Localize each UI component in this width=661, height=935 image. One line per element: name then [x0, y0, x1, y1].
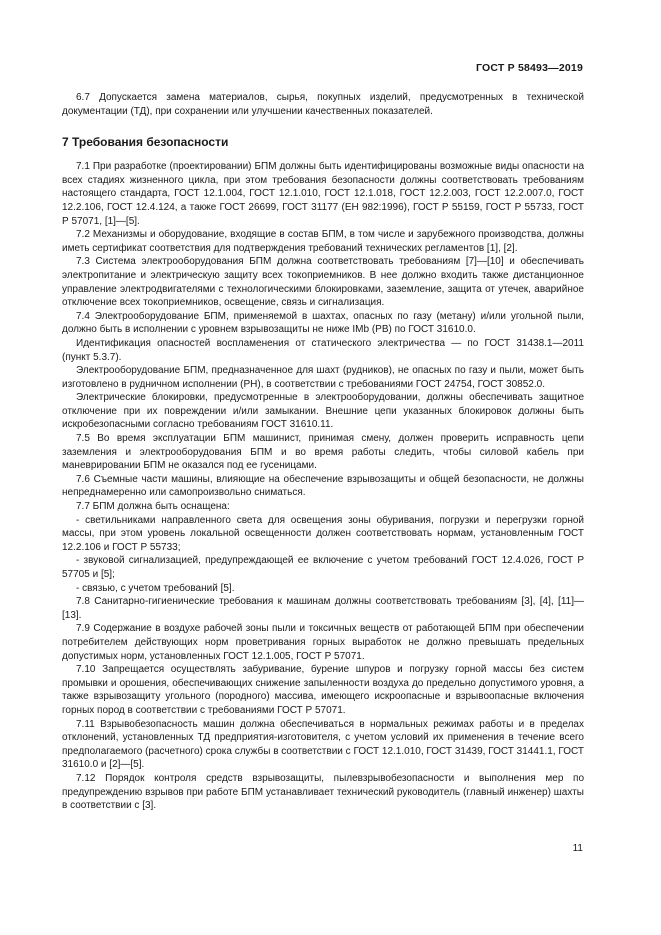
paragraph-7-4-mine: Электрооборудование БПМ, предназначенное для шахт (рудников), не опасных по газу и пыли, может быть изготовлено в рудничном исполнении (РН), в соответствии с требованиями ГОСТ 24754, ГОСТ 30852.0. — [62, 365, 584, 390]
document-body — [62, 91, 584, 813]
paragraph-7-9: 7.9 Содержание в воздухе рабочей зоны пыли и токсичных веществ от работающей БПМ при обеспечении потребителем действующих норм проветривания горных выработок не должно превышать предельных допустимых норм, установленных ГОСТ 12.1.005, ГОСТ Р 57071. — [62, 623, 584, 662]
paragraph-7-4: 7.4 Электрооборудование БПМ, применяемой в шахтах, опасных по газу (метану) и/или угольной пыли, должно быть в исполнении с уровнем взрывозащиты не ниже IMb (PB) по ГОСТ 31610.0. — [62, 310, 584, 336]
paragraph-7-8: 7.8 Санитарно-гигиенические требования к машинам должны соответствовать требованиям [3], [4], [11]—[13]. — [62, 596, 584, 621]
paragraph-7-12: 7.12 Порядок контроля средств взрывозащиты, пылевзрывобезопасности и выполнения мер по предупреждению взрывов при работе БПМ устанавливает технический руководитель (главный инженер) шахты в соответствии с [3]. — [62, 772, 584, 812]
paragraph-7-7: 7.7 БПМ должна быть оснащена: — [76, 501, 230, 513]
standard-header: ГОСТ Р 58493—2019 — [475, 62, 583, 74]
paragraph-6-7: 6.7 Допускается замена материалов, сырья, покупных изделий, предусмотренных в технической документации (ТД), при сохранении или улучшении качественных показателей. — [62, 92, 584, 117]
section-title: 7 Требования безопасности — [62, 135, 229, 150]
paragraph-7-11: 7.11 Взрывобезопасность машин должна обеспечиваться в нормальных режимах работы и в пределах отклонений, установленных ТД предприятия-изготовителя, с учетом условий их применения в течение всего предполагаемого (расчетного) срока службы в соответствии с ГОСТ 12.1.010, ГОСТ 31439, ГОСТ 31441.1, ГОСТ 31610.0 и [2]—[5]. — [62, 718, 584, 771]
paragraph-7-4-static: Идентификация опасностей воспламенения от статического электричества — по ГОСТ 31438.1—2011 (пункт 5.3.7). — [62, 337, 584, 363]
paragraph-7-3: 7.3 Система электрооборудования БПМ должна соответствовать требованиям [7]—[10] и обеспечивать электропитание и электрическую защиту всех токоприемников. В нее должно входить также дистанционное управление электродвигателями с технологическими блокировками, заземление, защита от утечек, аварийное отключение всех токоприемников, освещение, связь и сигнализация. — [62, 256, 584, 309]
list-item-sound: - звуковой сигнализацией, предупреждающей ее включение с учетом требований ГОСТ 12.4.026, ГОСТ Р 57705 и [5]; — [62, 555, 584, 580]
list-item-communication: - связью, с учетом требований [5]. — [76, 582, 235, 594]
paragraph-7-5: 7.5 Во время эксплуатации БПМ машинист, принимая смену, должен проверить исправность цепи заземления и электрооборудования БПМ и во время работы следить, чтобы силовой кабель при маневрировании БПМ не оказался под ее гусеницами. — [62, 433, 584, 472]
page-number: 11 — [572, 843, 583, 854]
paragraph-7-1: 7.1 При разработке (проектировании) БПМ должны быть идентифицированы возможные виды опасности на всех стадиях жизненного цикла, при этом требования безопасности должны соответствовать требованиям настоящего стандарта, ГОСТ 12.1.004, ГОСТ 12.1.010, ГОСТ 12.1.018, ГОСТ 12.2.003, ГОСТ 12.2.007.0, ГОСТ 12.2.106, ГОСТ 12.4.124, а также ГОСТ 26699, ГОСТ 31177 (ЕН 982:1996), ГОСТ Р 55159, ГОСТ Р 55733, ГОСТ Р 57071, [1]—[5]. — [62, 161, 584, 227]
paragraph-7-4-blocks: Электрические блокировки, предусмотренные в электрооборудовании, должны обеспечивать защитное отключение при их повреждении и/или замыкании. Внешние цепи указанных блокировок должны быть искробезопасными согласно требованиям ГОСТ 31610.11. — [62, 392, 584, 431]
paragraph-7-10: 7.10 Запрещается осуществлять забуривание, бурение шпуров и погрузку горной массы без систем промывки и орошения, обеспечивающих снижение запыленности воздуха до предельно допустимого уровня, а также взрывозащиту угольного (породного) массива, имеющего искроопасные и взрывоопасные включения горных пород в соответствии с требованиями ГОСТ Р 57071. — [62, 664, 584, 716]
paragraph-7-2: 7.2 Механизмы и оборудование, входящие в состав БПМ, в том числе и зарубежного производства, должны иметь сертификат соответствия для подтверждения требований технических регламентов [1], [2]. — [62, 229, 584, 254]
paragraph-7-6: 7.6 Съемные части машины, влияющие на обеспечение взрывозащиты и общей безопасности, не должны непреднамеренно или самопроизвольно сниматься. — [62, 473, 584, 499]
list-item-lights: - светильниками направленного света для освещения зоны обуривания, погрузки и перегрузки горной массы, при этом уровень локальной освещенности должен соответствовать нормам, установленным ГОСТ 12.2.106 и ГОСТ Р 55733; — [62, 514, 584, 553]
